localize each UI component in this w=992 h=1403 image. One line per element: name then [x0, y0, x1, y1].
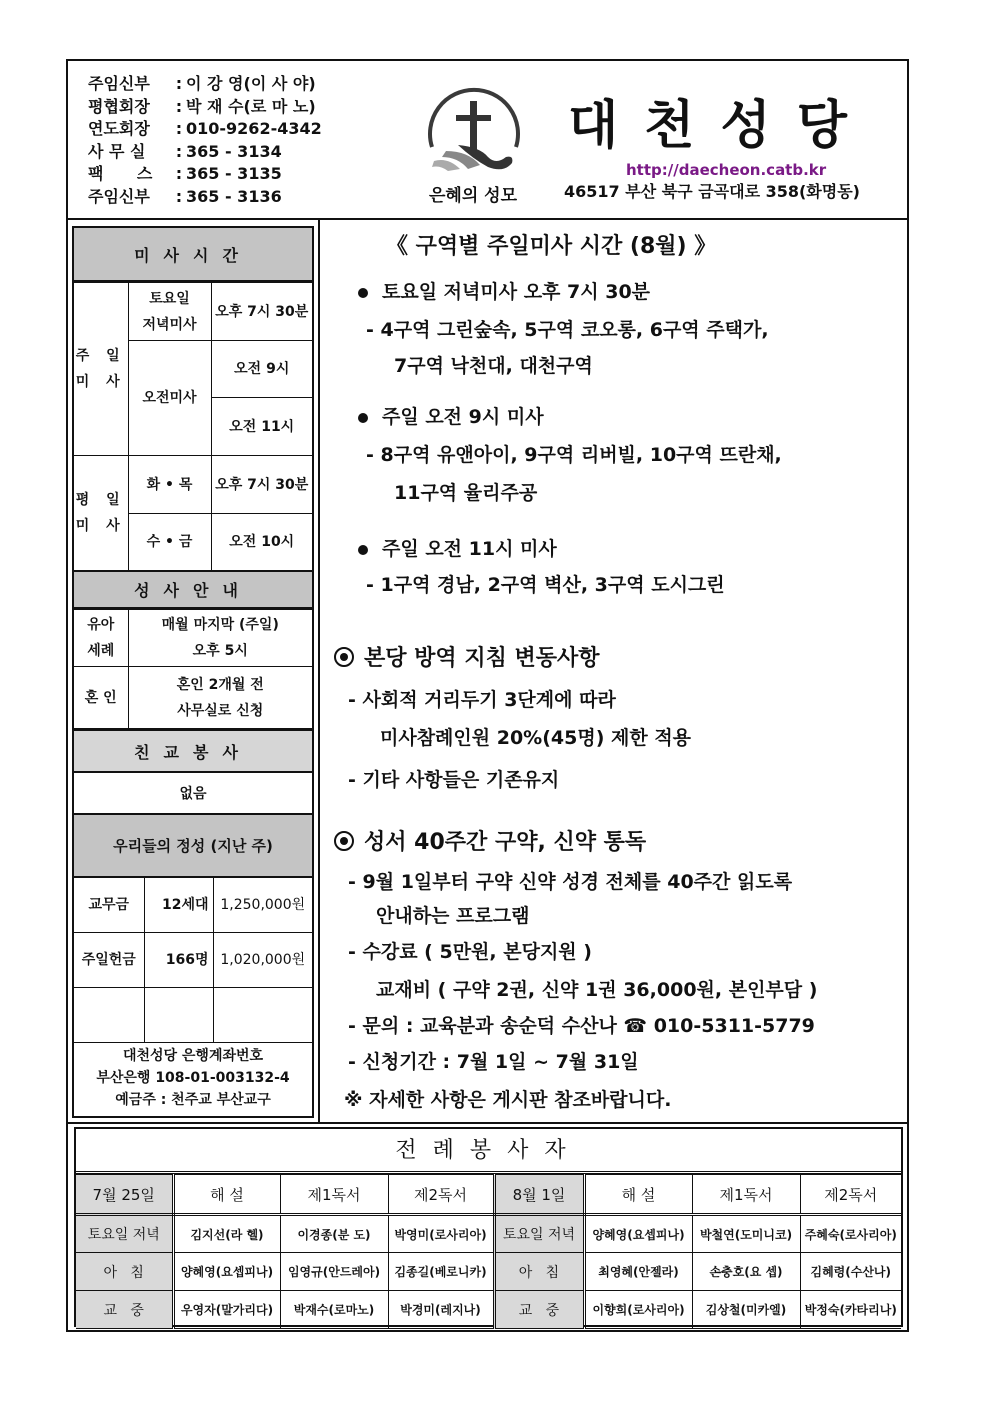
- fellowship-heading: 친교봉사: [74, 729, 312, 773]
- label-line: 유아: [87, 617, 115, 633]
- offering-count: 12세대: [144, 878, 213, 933]
- mass-times-table: [74, 282, 312, 571]
- label-line: 토요일: [149, 290, 190, 307]
- offering-label: 교무금: [74, 878, 144, 933]
- schedule-line: 11구역 율리주공: [394, 482, 538, 504]
- weekday-mass-label: [74, 456, 128, 571]
- section-line: 교재비 ( 구약 2권, 신약 1권 36,000원, 본인부담 ): [376, 979, 818, 1001]
- value-line: 오후 5시: [192, 643, 248, 659]
- info-value: 365 - 3134: [186, 141, 282, 161]
- contact-info: [88, 73, 322, 209]
- server-name: 임영규(안드레아): [280, 1253, 388, 1291]
- fellowship-value: 없음: [74, 773, 312, 815]
- parish-title: 대천성당: [568, 96, 873, 156]
- offerings-heading: 우리들의 정성 (지난 주): [74, 815, 312, 877]
- logo-caption: 은혜의 성모: [428, 186, 518, 206]
- schedule-line: - 1구역 경남, 2구역 벽산, 3구역 도시그린: [366, 574, 725, 596]
- column-header: 제2독서: [800, 1175, 901, 1215]
- sacrament-label: [74, 610, 128, 667]
- bank-account-info: [74, 1043, 312, 1111]
- saturday-time: 오후 7시 30분: [211, 283, 312, 341]
- servers-header-row: [76, 1175, 901, 1215]
- mass-label: 아 침: [494, 1253, 584, 1291]
- mass-label: 토요일 저녁: [494, 1215, 584, 1253]
- label-line: 세례: [87, 643, 115, 659]
- offering-amount: [213, 988, 312, 1043]
- section-line: 안내하는 프로그램: [376, 905, 530, 927]
- column-header: 해 설: [173, 1175, 280, 1215]
- bank-account: 부산은행 108-01-003132-4: [96, 1070, 290, 1086]
- info-separator: :: [175, 96, 183, 116]
- value-line: 혼인 2개월 전: [176, 676, 264, 693]
- mass-label: 교 중: [494, 1291, 584, 1329]
- column-header: 제1독서: [692, 1175, 800, 1215]
- offering-count: [144, 988, 213, 1043]
- section-heading: [334, 641, 600, 672]
- sacraments-heading: 성사안내: [74, 571, 312, 609]
- offering-row: [74, 988, 312, 1043]
- morning-time: 오전 9시: [211, 341, 312, 398]
- week-date: 8월 1일: [494, 1175, 584, 1215]
- info-separator: :: [175, 119, 183, 139]
- bank-title: 대천성당 은행계좌번호: [122, 1048, 264, 1064]
- offering-amount: 1,250,000원: [213, 878, 312, 933]
- section-line: - 문의 : 교육분과 송순덕 수산나 ☎ 010-5311-5779: [348, 1015, 815, 1037]
- section-line: 미사참례인원 20%(45명) 제한 적용: [380, 727, 692, 749]
- offering-count: 166명: [144, 933, 213, 988]
- server-name: 양혜영(요셉피나): [173, 1253, 280, 1291]
- server-name: 최영혜(안젤라): [584, 1253, 692, 1291]
- info-label: 연도회장: [88, 119, 150, 139]
- column-header: 제2독서: [388, 1175, 494, 1215]
- weekday-time: 오후 7시 30분: [211, 456, 312, 514]
- info-value: 010-9262-4342: [186, 119, 322, 139]
- server-name: 이향희(로사리아): [584, 1291, 692, 1329]
- server-name: 김혜령(수산나): [800, 1253, 901, 1291]
- sacrament-value: [128, 610, 312, 667]
- label-line: 저녁미사: [142, 316, 197, 333]
- info-label: 팩 스: [88, 164, 153, 184]
- servers-title: 전례봉사자: [76, 1129, 901, 1174]
- parish-address: 46517 부산 북구 금곡대로 358(화명동): [564, 182, 860, 201]
- section-line: - 수강료 ( 5만원, 본당지원 ): [348, 941, 592, 963]
- notice-content: [330, 227, 905, 1117]
- bullet-icon: [358, 413, 368, 423]
- sidebar: [72, 226, 314, 1118]
- info-label: 주임신부: [88, 186, 150, 206]
- bulletin-header: [68, 61, 907, 220]
- offering-label: [74, 988, 144, 1043]
- label-line: 주 일: [75, 348, 126, 364]
- info-row: [88, 186, 322, 209]
- offering-amount: 1,020,000원: [213, 933, 312, 988]
- bank-holder: 예금주 : 천주교 부산교구: [115, 1092, 271, 1108]
- server-name: 우영자(말가리다): [173, 1291, 280, 1329]
- info-value: 박 재 수(로 마 노): [186, 96, 316, 116]
- section-note: ※ 자세한 사항은 게시판 참조바랍니다.: [344, 1089, 672, 1111]
- schedule-bullet: [358, 402, 544, 429]
- info-separator: :: [175, 141, 183, 161]
- sacrament-label: 혼 인: [74, 667, 128, 729]
- info-value: 이 강 영(이 사 야): [186, 74, 316, 93]
- server-name: 주혜숙(로사리아): [800, 1215, 901, 1253]
- bullet-text: 주일 오전 9시 미사: [382, 406, 544, 428]
- server-name: 박재수(로마노): [280, 1291, 388, 1329]
- label-line: 평 일: [75, 492, 126, 508]
- bullet-icon: [358, 545, 368, 555]
- info-separator: :: [175, 186, 183, 206]
- week-date: 7월 25일: [76, 1175, 173, 1215]
- server-name: 이경종(분 도): [280, 1215, 388, 1253]
- label-line: 미 사: [75, 374, 126, 390]
- server-name: 박철연(도미니코): [692, 1215, 800, 1253]
- info-separator: :: [175, 164, 183, 184]
- info-row: [88, 163, 322, 186]
- info-value: 365 - 3136: [186, 186, 282, 206]
- mass-times-heading: 미사시간: [74, 228, 312, 282]
- server-name: 손충호(요 셉): [692, 1253, 800, 1291]
- sacraments-table: [74, 609, 312, 729]
- server-name: 양혜영(요셉피나): [584, 1215, 692, 1253]
- bullet-text: 토요일 저녁미사 오후 7시 30분: [382, 281, 651, 303]
- column-header: 제1독서: [280, 1175, 388, 1215]
- morning-time: 오전 11시: [211, 398, 312, 456]
- offerings-table: [74, 877, 312, 1043]
- info-label: 평협회장: [88, 96, 150, 116]
- section-line: - 기타 사항들은 기존유지: [348, 769, 560, 791]
- section-heading: [334, 825, 646, 856]
- section-divider: [68, 1122, 907, 1124]
- weekday-days: 수 • 금: [128, 514, 211, 571]
- mass-label: 토요일 저녁: [76, 1215, 173, 1253]
- schedule-line: 7구역 낙천대, 대천구역: [394, 355, 593, 377]
- info-separator: :: [175, 74, 183, 93]
- mass-label: 교 중: [76, 1291, 173, 1329]
- table-row: [76, 1253, 901, 1291]
- mass-label: 아 침: [76, 1253, 173, 1291]
- weekday-days: 화 • 목: [128, 456, 211, 514]
- section-line: - 신청기간 : 7월 1일 ~ 7월 31일: [348, 1051, 639, 1073]
- info-row: [88, 73, 322, 96]
- cross-wave-logo-icon: [418, 85, 528, 181]
- target-bullet-icon: [334, 647, 354, 667]
- server-name: 박영미(로사리아): [388, 1215, 494, 1253]
- offering-label: 주일헌금: [74, 933, 144, 988]
- sunday-mass-label: [74, 283, 128, 456]
- label-line: 미 사: [75, 518, 126, 534]
- table-row: [76, 1215, 901, 1253]
- section-line: - 사회적 거리두기 3단계에 따라: [348, 689, 616, 711]
- saturday-label: [128, 283, 211, 341]
- server-name: 박경미(레지나): [388, 1291, 494, 1329]
- section-line: - 9월 1일부터 구약 신약 성경 전체를 40주간 읽도록: [348, 871, 793, 893]
- target-bullet-icon: [334, 831, 354, 851]
- offering-row: [74, 878, 312, 933]
- liturgy-servers: [74, 1127, 903, 1327]
- schedule-bullet: [358, 277, 650, 304]
- schedule-bullet: [358, 534, 557, 561]
- schedule-title: 《 구역별 주일미사 시간 (8월) 》: [386, 234, 717, 259]
- info-row: [88, 118, 322, 141]
- sacrament-value: [128, 667, 312, 729]
- servers-table: [76, 1174, 901, 1329]
- morning-mass-label: 오전미사: [128, 341, 211, 456]
- info-row: [88, 96, 322, 119]
- bulletin-page: [66, 59, 909, 1332]
- server-name: 김상철(미카엘): [692, 1291, 800, 1329]
- bullet-icon: [358, 288, 368, 298]
- info-label: 주임신부: [88, 74, 150, 93]
- info-label: 사 무 실: [88, 141, 146, 161]
- column-header: 해 설: [584, 1175, 692, 1215]
- server-name: 박정숙(카타리나): [800, 1291, 901, 1329]
- schedule-line: - 8구역 유앤아이, 9구역 리버빌, 10구역 뜨란채,: [366, 444, 782, 466]
- value-line: 사무실로 신청: [177, 702, 264, 719]
- server-name: 김지선(라 헬): [173, 1215, 280, 1253]
- parish-logo: [418, 85, 528, 215]
- table-row: [76, 1291, 901, 1329]
- info-value: 365 - 3135: [186, 164, 282, 184]
- bullet-text: 주일 오전 11시 미사: [382, 538, 557, 560]
- column-divider: [318, 220, 320, 1122]
- offering-row: [74, 933, 312, 988]
- heading-text: 본당 방역 지침 변동사항: [364, 646, 600, 671]
- server-name: 김종길(베로니카): [388, 1253, 494, 1291]
- schedule-line: - 4구역 그린숲속, 5구역 코오롱, 6구역 주택가,: [366, 319, 769, 341]
- weekday-time: 오전 10시: [211, 514, 312, 571]
- info-row: [88, 141, 322, 164]
- website-link[interactable]: http://daecheon.catb.kr: [626, 161, 827, 179]
- heading-text: 성서 40주간 구약, 신약 통독: [364, 830, 647, 855]
- value-line: 매월 마지막 (주일): [161, 617, 279, 633]
